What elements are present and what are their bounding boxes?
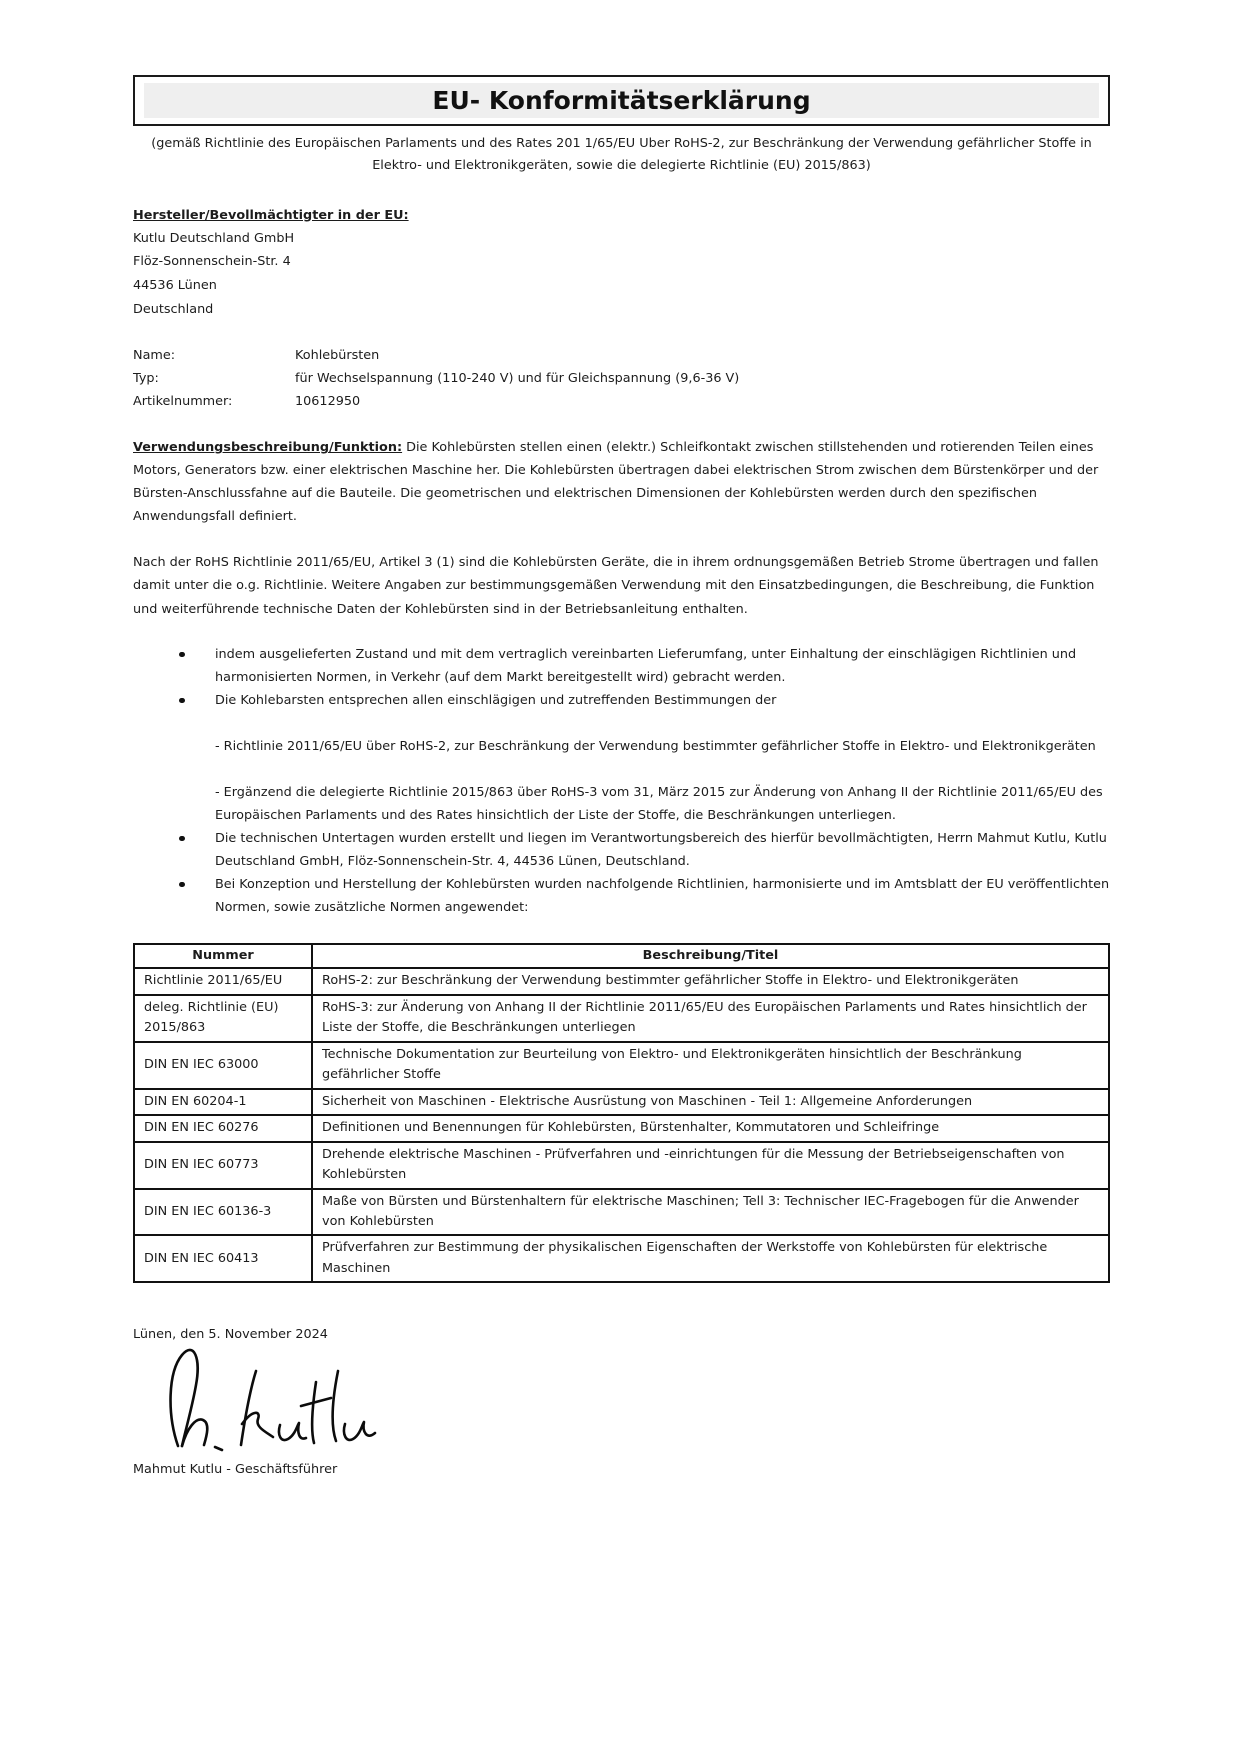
bullet-icon <box>179 882 185 888</box>
table-cell-description: Definitionen und Benennungen für Kohlebürsten, Bürstenhalter, Kommutatoren und Schleifringe <box>312 1115 1109 1141</box>
bullet-icon <box>179 652 185 658</box>
table-cell-number: DIN EN IEC 60136-3 <box>134 1189 312 1236</box>
bullet-item-4 <box>133 873 1110 919</box>
document-subtitle: (gemäß Richtlinie des Europäischen Parlaments und des Rates 201 1/65/EU Uber RoHS-2, zur Beschränkung der Verwendung gefährlicher Stoffe in Elektro- und Elektronikgeräten, sowie die delegierte Richtlinie (EU) 2015/863) <box>151 136 1092 173</box>
footer <box>133 1325 1110 1480</box>
manufacturer-city: 44536 Lünen <box>133 277 217 293</box>
title-box <box>133 75 1110 126</box>
norms-table <box>133 943 1110 1284</box>
table-cell-description: RoHS-3: zur Änderung von Anhang II der Richtlinie 2011/65/EU des Europäischen Parlaments und Rates hinsichtlich der Liste der Stoffe, die Beschränkungen unterliegen <box>312 995 1109 1042</box>
bullet-text-3: Die technischen Untertagen wurden erstellt und liegen im Verantwortungsbereich des hierfür bevollmächtigten, Herrn Mahmut Kutlu, Kutlu Deutschland GmbH, Flöz-Sonnenschein-Str. 4, 44536 Lünen, Deutschland. <box>215 830 1107 869</box>
table-cell-number: deleg. Richtlinie (EU) 2015/863 <box>134 995 312 1042</box>
table-cell-description: RoHS-2: zur Beschränkung der Verwendung bestimmter gefährlicher Stoffe in Elektro- und Elektronikgeräten <box>312 968 1109 994</box>
bullet-text-2: Die Kohlebarsten entsprechen allen einschlägigen und zutreffenden Bestimmungen der <box>215 692 777 708</box>
place-date: Lünen, den 5. November 2024 <box>133 1327 328 1343</box>
table-row <box>134 1235 1109 1282</box>
product-articlenumber-value: 10612950 <box>295 394 361 410</box>
table-row <box>134 1115 1109 1141</box>
product-articlenumber-row <box>133 390 1110 413</box>
table-cell-number: DIN EN IEC 60276 <box>134 1115 312 1141</box>
rohs-paragraph: Nach der RoHS Richtlinie 2011/65/EU, Artikel 3 (1) sind die Kohlebürsten Geräte, die in ihrem ordnungsgemäßen Betrieb Strome übertragen und fallen damit unter die o.g. Richtlinie. Weitere Angaben zur bestimmungsgemäßen Verwendung mit den Einsatzbedingungen, die Beschreibung, die Funktion und weiterführende technische Daten der Kohlebürsten sind in der Betriebsanleitung enthalten. <box>133 555 1099 617</box>
table-header-row <box>134 944 1109 968</box>
manufacturer-address <box>133 227 1110 322</box>
table-row <box>134 1142 1109 1189</box>
table-row <box>134 968 1109 994</box>
product-type-row <box>133 367 1110 390</box>
product-name-value: Kohlebürsten <box>295 348 380 364</box>
table-header-nummer: Nummer <box>134 944 312 968</box>
table-cell-number: DIN EN 60204-1 <box>134 1089 312 1115</box>
table-cell-number: Richtlinie 2011/65/EU <box>134 968 312 994</box>
table-row <box>134 1089 1109 1115</box>
table-cell-description: Sicherheit von Maschinen - Elektrische Ausrüstung von Maschinen - Teil 1: Allgemeine Anforderungen <box>312 1089 1109 1115</box>
bullet-2-sub-2: - Ergänzend die delegierte Richtlinie 2015/863 über RoHS-3 vom 31, März 2015 zur Änderung von Anhang II der Richtlinie 2011/65/EU des Europäischen Parlaments und des Rates hinsichtlich der Liste der Stoffe, die Beschränkungen unterliegen. <box>215 784 1103 823</box>
product-articlenumber-label: Artikelnummer: <box>133 394 233 410</box>
table-cell-number: DIN EN IEC 60773 <box>134 1142 312 1189</box>
table-row <box>134 1042 1109 1089</box>
product-name-label: Name: <box>133 348 176 364</box>
table-cell-description: Maße von Bürsten und Bürstenhaltern für elektrische Maschinen; Tell 3: Technischer IEC-Fragebogen für die Anwender von Kohlebürsten <box>312 1189 1109 1236</box>
table-cell-number: DIN EN IEC 63000 <box>134 1042 312 1089</box>
bullet-icon <box>179 836 185 842</box>
bullet-2-sub-1: - Richtlinie 2011/65/EU über RoHS-2, zur Beschränkung der Verwendung bestimmter gefährlicher Stoffe in Elektro- und Elektronikgeräten <box>215 738 1096 754</box>
usage-text: Die Kohlebürsten stellen einen (elektr.) Schleifkontakt zwischen stillstehenden und rotierenden Teilen eines Motors, Generators bzw. einer elektrischen Maschine her. Die Kohlebürsten übertragen dabei elektrischen Strom zwischen dem Bürstenkörper und der Bürsten-Anschlussfahne auf die Bauteile. Die geometrischen und elektrischen Dimensionen der Kohlebürsten werden durch den spezifischen Anwendungsfall definiert. <box>133 440 1099 525</box>
bullet-list <box>133 643 1110 919</box>
product-name-row <box>133 344 1110 367</box>
bullet-item-1 <box>133 643 1110 689</box>
manufacturer-heading: Hersteller/Bevollmächtigter in der EU: <box>133 207 409 223</box>
bullet-item-3 <box>133 827 1110 873</box>
table-cell-description: Drehende elektrische Maschinen - Prüfverfahren und -einrichtungen für die Messung der Betriebseigenschaften von Kohlebürsten <box>312 1142 1109 1189</box>
product-type-label: Typ: <box>133 371 159 387</box>
table-header-beschreibung: Beschreibung/Titel <box>312 944 1109 968</box>
bullet-item-2 <box>133 689 1110 712</box>
table-row <box>134 995 1109 1042</box>
product-block <box>133 344 1110 413</box>
product-type-value: für Wechselspannung (110-240 V) und für Gleichspannung (9,6-36 V) <box>295 371 740 387</box>
bullet-text-4: Bei Konzeption und Herstellung der Kohlebürsten wurden nachfolgende Richtlinien, harmonisierte und im Amtsblatt der EU veröffentlichten Normen, sowie zusätzliche Normen angewendet: <box>215 876 1110 915</box>
usage-paragraph <box>133 436 1110 528</box>
table-cell-number: DIN EN IEC 60413 <box>134 1235 312 1282</box>
signer-name: Mahmut Kutlu - Geschäftsführer <box>133 1461 338 1477</box>
table-cell-description: Prüfverfahren zur Bestimmung der physikalischen Eigenschaften der Werkstoffe von Kohlebürsten für elektrische Maschinen <box>312 1235 1109 1282</box>
document-title: EU- Konformitätserklärung <box>144 83 1099 118</box>
manufacturer-name: Kutlu Deutschland GmbH <box>133 230 295 246</box>
signature <box>161 1340 1110 1458</box>
manufacturer-street: Flöz-Sonnenschein-Str. 4 <box>133 254 291 270</box>
bullet-icon <box>179 698 185 704</box>
manufacturer-country: Deutschland <box>133 301 214 317</box>
usage-label: Verwendungsbeschreibung/Funktion: <box>133 440 403 456</box>
table-row <box>134 1189 1109 1236</box>
table-cell-description: Technische Dokumentation zur Beurteilung von Elektro- und Elektronikgeräten hinsichtlich der Beschränkung gefährlicher Stoffe <box>312 1042 1109 1089</box>
signature-icon <box>161 1340 396 1458</box>
bullet-text-1: indem ausgelieferten Zustand und mit dem vertraglich vereinbarten Lieferumfang, unter Einhaltung der einschlägigen Richtlinien und harmonisierten Normen, in Verkehr (auf dem Markt bereitgestellt wird) gebracht werden. <box>215 646 1077 685</box>
